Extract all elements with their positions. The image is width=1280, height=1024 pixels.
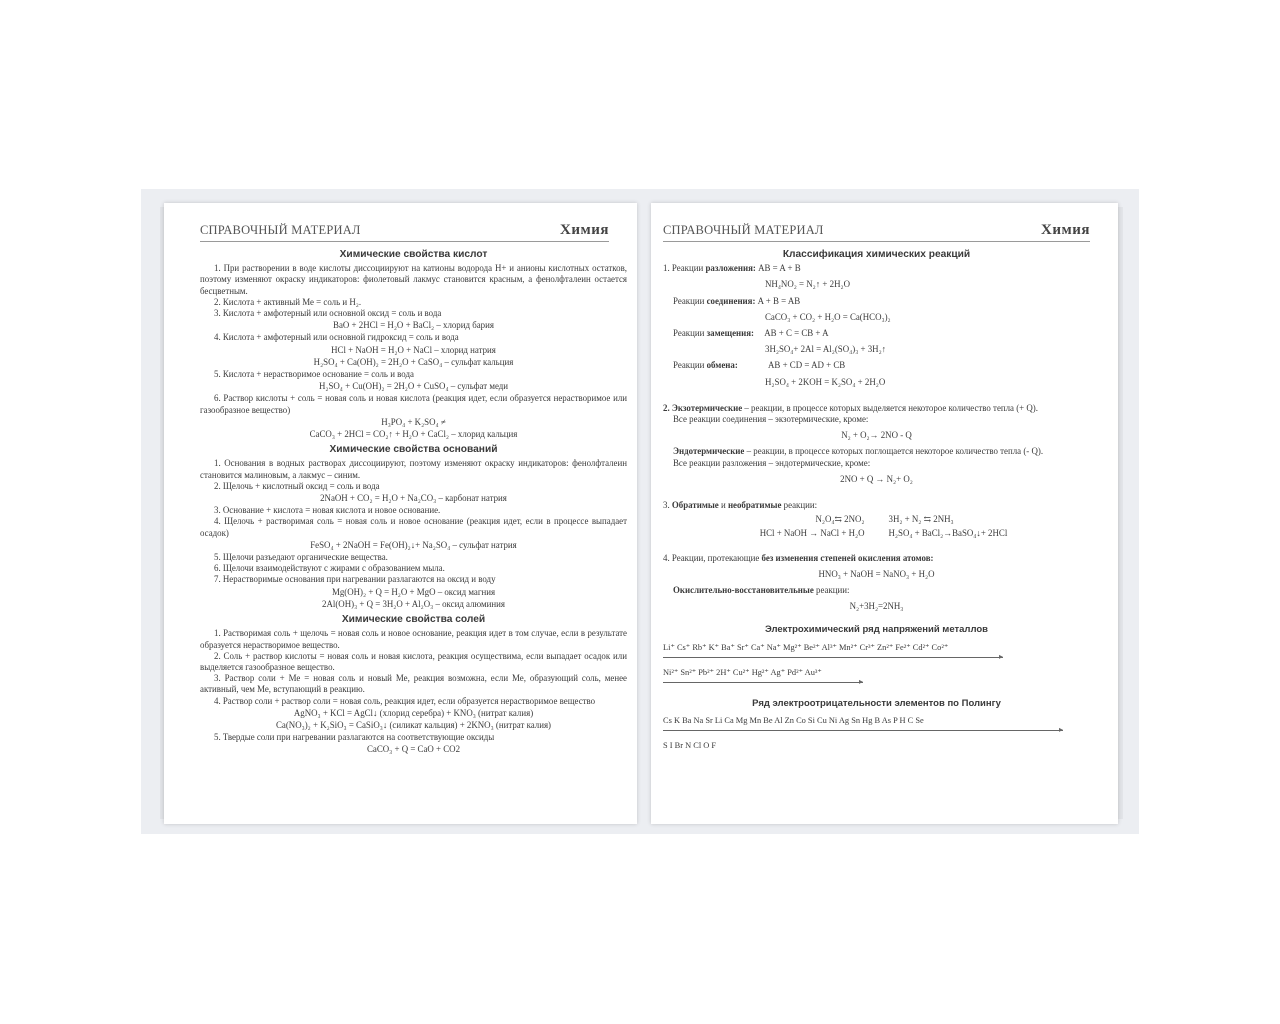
right-page [651,203,1118,824]
formula: FeSO₄ + 2NaOH = Fe(OH)₂↓+ Na₂SO₄ – сульфат натрия [310,539,517,550]
paragraph: 6. Раствор кислоты + соль = новая соль и новая кислота (реакция идет, если образуется нерастворимое или газообразное вещество) [200,393,627,415]
formula: H₃PO₄ + K₂SO₄ ≠ [381,416,446,427]
text: Реакции [673,295,707,306]
salts-heading: Химические свойства солей [341,614,486,626]
equation: H₂SO₄ + 2KOH = K₂SO₄ + 2H₂O [765,376,886,387]
substitution-line [673,328,1090,339]
term: Окислительно-восстановительные [673,585,814,596]
series-arrow: ▸ [663,653,1090,661]
paragraph: 2. Кислота + активный Ме = соль и Н₂. [214,296,362,307]
text: и [718,500,728,511]
paragraph: 5. Щелочи разъедают органические вещества. [214,552,388,563]
header-subject-title: Химия [560,222,609,238]
series-arrow: ▸ [663,678,1090,686]
text: Реакции [673,360,707,371]
term: разложения: [705,263,756,274]
reversible-equations-row-2 [663,528,1090,539]
electrochemical-series-heading: Электрохимический ряд напряжений металлов [764,624,989,636]
acids-section [200,263,627,440]
text: 4. Реакции, протекающие [663,552,762,563]
acids-heading: Химические свойства кислот [339,249,488,260]
electrochemical-series-row-1: Li⁺ Cs⁺ Rb⁺ K⁺ Ba⁺ Sr⁺ Ca⁺ Na⁺ Mg²⁺ Be²⁺ Al³⁺ Mn²⁺ Cr³⁺ Zn²⁺ Fe²⁺ Cd²⁺ Co²⁺ [663,642,949,652]
exothermic-note: Все реакции соединения – экзотермические, кроме: [673,414,869,425]
text: 1. Реакции [663,263,706,274]
term: Эндотермические [673,446,745,457]
paragraph: 4. Щелочь + растворимая соль = новая соль и новое основание (реакция идет, если в процессе выпадает осадок) [200,516,627,538]
paragraph: 1. При растворении в воде кислоты диссоциируют на катионы водорода Н+ и анионы кислотных остатков, поэтому изменяют окраску индикаторов: фиолетовый лакмус становится красным, а фенолфталеин остается бесцветным. [200,263,627,296]
paragraph: 5. Твердые соли при нагревании разлагаются на соответствующие оксиды [214,732,495,743]
term: необратимые [727,500,782,511]
formula: AgNO₃ + KCl = AgCl↓ (хлорид серебра) + KNO₃ (нитрат калия) [293,707,534,718]
formula: CaCO₃ + Q = CaO + CO2 [366,744,461,755]
text: Реакции [673,328,707,339]
formula: CaCO₃ + 2HCl = CO₂↑ + H₂O + CaCl₂ – хлорид кальция [309,429,518,440]
paragraph: 4. Кислота + амфотерный или основной гидроксид = соль и вода [214,332,459,343]
equation: A + B = AB [757,295,801,306]
left-page-content [200,247,627,757]
equation: 2NO + Q → N₂+ O₂ [840,473,913,484]
equation: HCl + NaOH → NaCl + H₂O [759,528,865,539]
term: замещения: [706,328,754,339]
reversible-equations-row-1 [663,514,1090,525]
paragraph: 2. Щелочь + кислотный оксид = соль и вода [214,480,380,491]
equation: NH₄NO₂ = N₂↑ + 2H₂O [765,279,851,290]
equation: 3H₂SO₄+ 2Al = Al₂(SO₄)₃ + 3H₂↑ [765,344,887,355]
text: – реакции, в процессе которых выделяется некоторое количество тепла (+ Q). [742,402,1038,413]
paragraph: 5. Кислота + нерастворимое основание = соль и вода [214,369,414,380]
paragraph: 4. Раствор соли + раствор соли = новая соль, реакция идет, если образуется нерастворимое вещество [214,695,596,706]
text: реакции: [781,500,818,511]
paragraph: 6. Щелочи взаимодействуют с жирами с образованием мыла. [214,563,445,574]
formula: 2NaOH + CO₂ = H₂O + Na₂CO₃ – карбонат натрия [320,493,507,504]
combination-line [673,296,1090,307]
equation: 3H₂ + N₂ ⇆ 2NH₃ [888,514,954,525]
salts-section [200,628,627,755]
formula: Mg(OH)₂ + Q = H₂O + MgO – оксид магния [331,586,496,597]
pauling-series-heading: Ряд электроотрицательности элементов по Полингу [752,698,1001,710]
paragraph: 1. Основания в водных растворах диссоциируют, поэтому изменяют окраску индикаторов: фенолфталеин становится малиновым, а лакмус – синим. [200,458,627,480]
paragraph: 3. Раствор соли + Ме = новая соль и новый Ме, реакция возможна, если Ме, образующий соль, менее активный, чем Ме, вступающий в реакцию. [200,673,627,695]
left-page [164,203,637,824]
text: – реакции, в процессе которых поглощается некоторое количество тепла (- Q). [744,446,1044,457]
bases-heading: Химические свойства оснований [329,444,498,456]
term: Обратимые [671,500,719,511]
endothermic-line [673,446,1090,457]
header-section-label: СПРАВОЧНЫЙ МАТЕРИАЛ [663,223,824,237]
exothermic-line [663,403,1090,414]
pauling-series-row-1: Cs K Ba Na Sr Li Ca Mg Mn Be Al Zn Co Si Cu Ni Ag Sn Hg B As P H C Se [663,716,924,726]
electrochemical-series-row-2: Ni²⁺ Sn²⁺ Pb²⁺ 2H⁺ Cu²⁺ Hg²⁺ Ag⁺ Pd²⁺ Au³⁺ [663,667,822,677]
equation: AB + CD = AD + CB [768,360,846,371]
series-arrow: ▸ [663,726,1090,734]
paragraph: 3. Основание + кислота = новая кислота и новое основание. [214,505,441,516]
term: 2. Экзотермические [663,402,743,413]
text: 3. [663,500,672,511]
paragraph: 7. Нерастворимые основания при нагревании разлагаются на оксид и воду [214,574,496,585]
right-page-header [663,219,1090,242]
formula: BaO + 2HCl = H₂O + BaCl₂ – хлорид бария [333,320,494,331]
bases-section [200,458,627,610]
equation: N₂O₄⇆ 2NO₂ [815,514,865,525]
right-page-content [663,247,1090,752]
equation: N₂+3H₂=2NH₃ [849,601,904,612]
term: обмена: [706,360,738,371]
equation: CaCO₃ + CO₂ + H₂O = Ca(HCO₃)₂ [765,311,891,322]
formula: Ca(NO₃)₂ + K₂SiO₃ = CaSiO₃↓ (силикат кальция) + 2KNO₃ (нитрат калия) [275,719,552,730]
equation: AB = A + B [758,263,801,274]
oxidation-line [663,553,1090,564]
equation: HNO₃ + NaOH = NaNO₃ + H₂O [818,568,935,579]
exchange-line [673,360,1090,371]
header-section-label: СПРАВОЧНЫЙ МАТЕРИАЛ [200,223,361,237]
term: соединения: [706,295,756,306]
formula: HCl + NaOH = H₂O + NaCl – хлорид натрия [331,344,496,355]
equation: N₂ + O₂→ 2NO - Q [841,430,912,441]
reversible-line [663,500,1090,511]
paragraph: 1. Растворимая соль + щелочь = новая соль и новое основание, реакция идет в том случае, если в результате образуется нерастворимое вещество. [200,628,627,650]
header-subject-title: Химия [1041,222,1090,238]
paragraph: 2. Соль + раствор кислоты = новая соль и новая кислота, реакция осуществима, если выпадает осадок или выделяется газообразное вещество. [200,650,627,672]
equation: AB + C = CB + A [764,328,829,339]
term: без изменения степеней окисления атомов: [761,552,934,563]
equation: H₂SO₄ + BaCl₂→BaSO₄↓+ 2HCl [888,528,1008,539]
left-page-header [200,219,609,242]
endothermic-note: Все реакции разложения – эндотермические, кроме: [673,457,871,468]
text: реакции: [813,585,850,596]
formula: H₂SO₄ + Cu(OH)₂ = 2H₂O + CuSO₄ – сульфат меди [318,381,509,392]
formula: H₂SO₄ + Ca(OH)₂ = 2H₂O + CaSO₄ – сульфат кальция [313,356,514,367]
paragraph: 3. Кислота + амфотерный или основной оксид = соль и вода [214,308,442,319]
decomposition-line [663,263,1090,274]
classification-heading: Классификация химических реакций [782,249,971,260]
redox-line [673,585,1090,596]
pauling-series-row-2: S I Br N Cl O F [663,741,717,751]
formula: 2Al(OH)₃ + Q = 3H₂O + Al₂O₃ – оксид алюминия [322,598,505,609]
